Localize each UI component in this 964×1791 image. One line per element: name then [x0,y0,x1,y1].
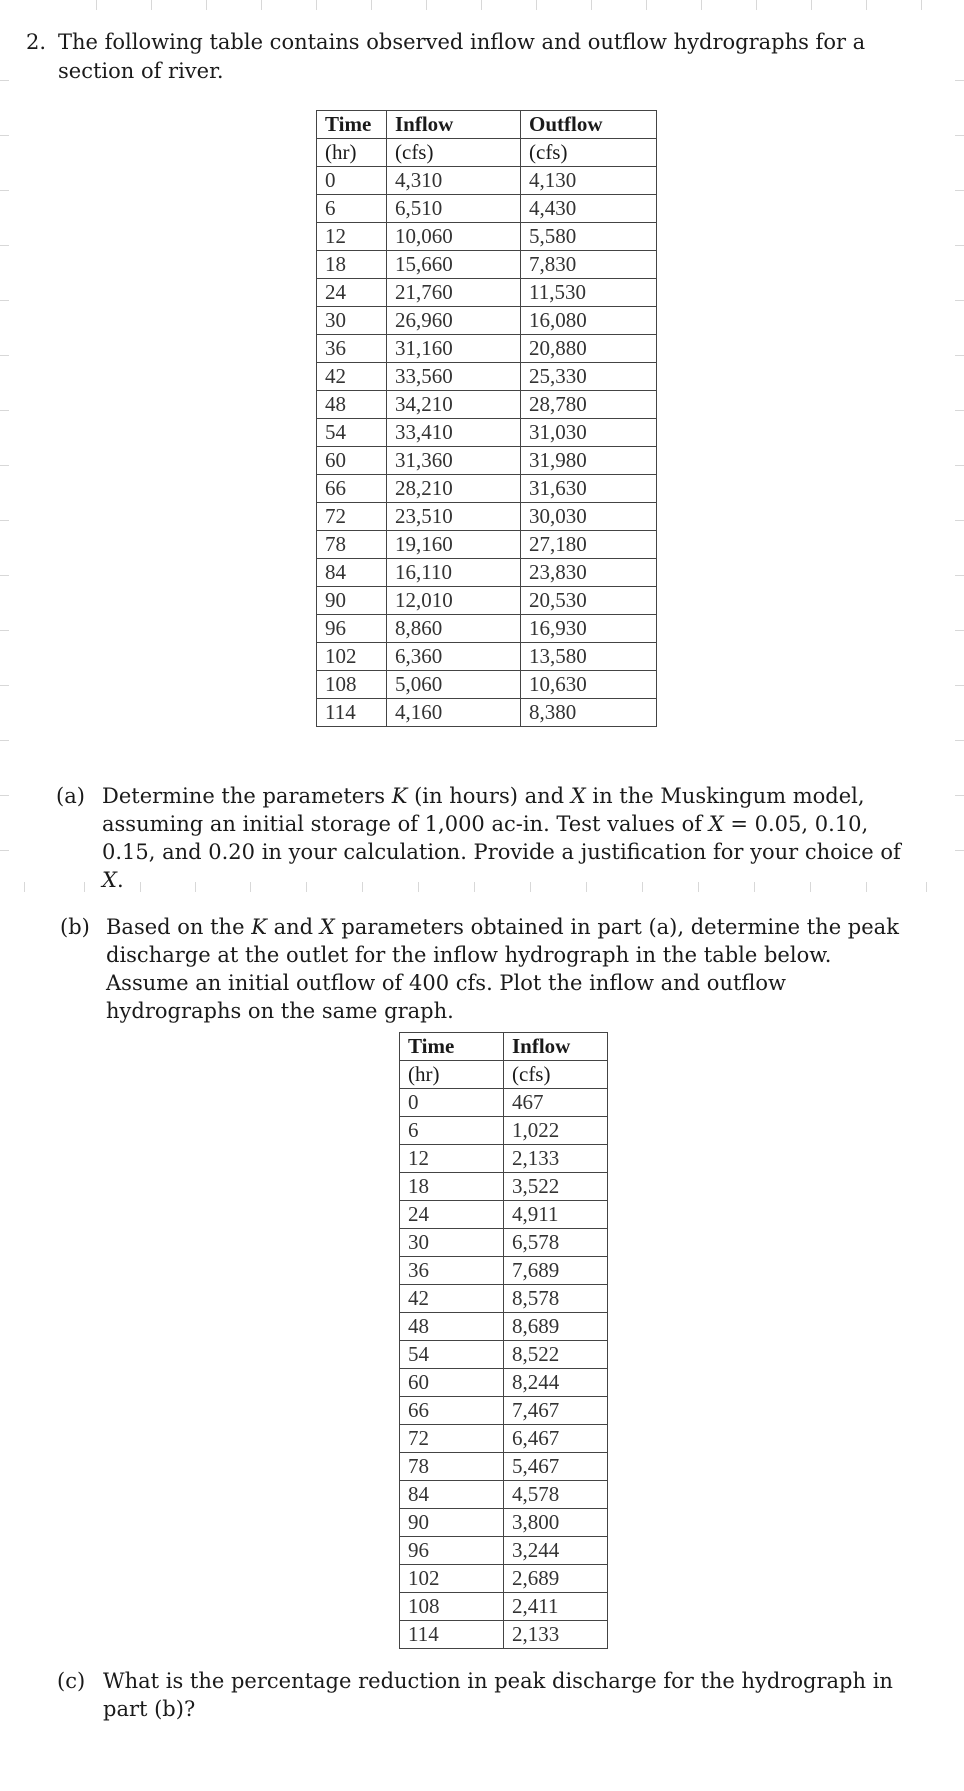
table1-cell-time: 102 [317,643,387,671]
table-row [317,419,657,447]
table-row [317,195,657,223]
table1-cell-inflow: 4,160 [387,699,521,727]
table2-header-inflow: Inflow [504,1033,608,1061]
observed-hydrograph-table [316,110,657,727]
table-row [400,1593,608,1621]
table-row [400,1621,608,1649]
table1-cell-outflow: 8,380 [521,699,657,727]
table2-unit-time: (hr) [400,1061,504,1089]
table1-cell-time: 48 [317,391,387,419]
part-a-var-x-3: X [102,868,117,892]
table1-header-inflow: Inflow [387,111,521,139]
table2-unit-inflow: (cfs) [504,1061,608,1089]
table2-cell-inflow: 2,133 [504,1145,608,1173]
table1-cell-time: 108 [317,671,387,699]
table2-cell-time: 18 [400,1173,504,1201]
table2-cell-inflow: 7,467 [504,1397,608,1425]
part-b [60,913,910,1025]
table-row [400,1453,608,1481]
inflow-hydrograph-table [399,1032,608,1649]
table2-cell-time: 78 [400,1453,504,1481]
table-row [400,1257,608,1285]
table-row [317,559,657,587]
table1-cell-outflow: 31,030 [521,419,657,447]
table1-cell-inflow: 33,410 [387,419,521,447]
table2-cell-time: 30 [400,1229,504,1257]
table2-cell-inflow: 1,022 [504,1117,608,1145]
table2-cell-time: 42 [400,1285,504,1313]
table1-cell-outflow: 28,780 [521,391,657,419]
table1-cell-outflow: 10,630 [521,671,657,699]
table1-cell-time: 18 [317,251,387,279]
table-row [400,1313,608,1341]
table2-cell-time: 96 [400,1537,504,1565]
page-edge-ticks-left [0,0,12,900]
table1-cell-time: 78 [317,531,387,559]
table1-cell-outflow: 20,880 [521,335,657,363]
problem-intro [26,28,936,86]
table1-cell-outflow: 13,580 [521,643,657,671]
table2-header-time: Time [400,1033,504,1061]
table2-cell-inflow: 5,467 [504,1453,608,1481]
table-row [317,531,657,559]
table-row [317,251,657,279]
table1-cell-outflow: 16,080 [521,307,657,335]
table2-cell-time: 114 [400,1621,504,1649]
table1-cell-inflow: 10,060 [387,223,521,251]
table2-cell-time: 66 [400,1397,504,1425]
part-b-text-3: parameters obtained in part (a), determine the peak discharge at the outlet for the inflow hydrograph in the table below. Assume an initial outflow of 400 cfs. Plot the inflow and outflow hydrographs on the same graph. [106,915,899,1023]
table1-cell-outflow: 27,180 [521,531,657,559]
table-row [317,167,657,195]
part-a-text-3: in the Muskingum model, assuming an initial storage of 1,000 ac-in. Test values of [102,784,865,836]
table1-cell-outflow: 5,580 [521,223,657,251]
table1-cell-inflow: 19,160 [387,531,521,559]
table1-cell-outflow: 4,130 [521,167,657,195]
table1-unit-inflow: (cfs) [387,139,521,167]
table1-cell-time: 54 [317,419,387,447]
table1-cell-inflow: 12,010 [387,587,521,615]
table2-cell-inflow: 8,689 [504,1313,608,1341]
table1-cell-outflow: 31,980 [521,447,657,475]
table2-body [400,1089,608,1649]
table-row [317,615,657,643]
table2-cell-time: 60 [400,1369,504,1397]
table-row [400,1089,608,1117]
table1-cell-time: 24 [317,279,387,307]
table1-cell-time: 30 [317,307,387,335]
table-row [317,279,657,307]
table1-cell-time: 66 [317,475,387,503]
table2-cell-time: 84 [400,1481,504,1509]
table1-cell-inflow: 33,560 [387,363,521,391]
table1-cell-outflow: 25,330 [521,363,657,391]
table-row [400,1201,608,1229]
table1-cell-outflow: 30,030 [521,503,657,531]
table-row [317,391,657,419]
part-a-text [102,782,928,894]
table1-cell-outflow: 23,830 [521,559,657,587]
table1-cell-time: 36 [317,335,387,363]
table2-cell-time: 36 [400,1257,504,1285]
part-a-text-2: (in hours) and [407,784,571,808]
table-row [400,1537,608,1565]
table1-cell-time: 0 [317,167,387,195]
table-row [400,1509,608,1537]
part-b-label: (b) [60,915,90,939]
table2-cell-time: 102 [400,1565,504,1593]
table-row [400,1369,608,1397]
table1-cell-time: 60 [317,447,387,475]
table1-cell-outflow: 7,830 [521,251,657,279]
problem-number: 2. [26,30,47,54]
table2-cell-inflow: 8,522 [504,1341,608,1369]
table2-cell-inflow: 8,244 [504,1369,608,1397]
part-a-text-1: Determine the parameters [102,784,392,808]
table1-cell-outflow: 11,530 [521,279,657,307]
table2-cell-time: 108 [400,1593,504,1621]
table-row [317,363,657,391]
table2-cell-time: 12 [400,1145,504,1173]
table-row [400,1565,608,1593]
table1-header-time: Time [317,111,387,139]
table1-cell-inflow: 16,110 [387,559,521,587]
table-row [400,1229,608,1257]
table1-cell-inflow: 34,210 [387,391,521,419]
table-row [400,1397,608,1425]
part-b-text [106,913,910,1025]
table-row [317,699,657,727]
part-a [56,782,928,894]
table-row [317,475,657,503]
table1-cell-inflow: 31,360 [387,447,521,475]
table1-unit-outflow: (cfs) [521,139,657,167]
table-row [317,587,657,615]
table-row [400,1481,608,1509]
table-row [400,1173,608,1201]
table1-cell-inflow: 21,760 [387,279,521,307]
part-a-text-4: = 0.05, 0.10, 0.15, and 0.20 in your calculation. Provide a justification for your choice of [102,812,901,864]
table-row [317,643,657,671]
table1-cell-inflow: 5,060 [387,671,521,699]
part-a-var-x-2: X [708,812,724,836]
table2-cell-inflow: 3,800 [504,1509,608,1537]
table-row [400,1285,608,1313]
table1-cell-inflow: 6,510 [387,195,521,223]
table2-cell-inflow: 2,689 [504,1565,608,1593]
table1-cell-inflow: 4,310 [387,167,521,195]
table1-cell-inflow: 15,660 [387,251,521,279]
part-c-text: What is the percentage reduction in peak discharge for the hydrograph in part (b)? [103,1669,893,1721]
table2-cell-time: 6 [400,1117,504,1145]
table2-cell-time: 54 [400,1341,504,1369]
table2-cell-inflow: 2,133 [504,1621,608,1649]
part-b-var-x: X [319,915,335,939]
table-row [400,1145,608,1173]
table1-cell-inflow: 8,860 [387,615,521,643]
table1-cell-time: 42 [317,363,387,391]
part-b-var-k: K [251,915,267,939]
table2-cell-inflow: 4,578 [504,1481,608,1509]
table1-cell-time: 84 [317,559,387,587]
part-b-text-2: and [266,915,320,939]
page-edge-ticks-right [952,0,964,900]
part-a-var-k: K [391,784,408,808]
table2-cell-time: 90 [400,1509,504,1537]
table2-cell-inflow: 6,578 [504,1229,608,1257]
table1-cell-inflow: 6,360 [387,643,521,671]
table-row [317,335,657,363]
table1-cell-inflow: 26,960 [387,307,521,335]
table1-cell-time: 96 [317,615,387,643]
table-row [400,1341,608,1369]
table1-cell-time: 114 [317,699,387,727]
table-row [317,503,657,531]
table1-cell-inflow: 28,210 [387,475,521,503]
table1-cell-outflow: 31,630 [521,475,657,503]
table1-cell-outflow: 4,430 [521,195,657,223]
table1-cell-outflow: 16,930 [521,615,657,643]
table1-cell-time: 12 [317,223,387,251]
table-row [400,1425,608,1453]
table2-cell-inflow: 467 [504,1089,608,1117]
table2-cell-inflow: 3,522 [504,1173,608,1201]
table-row [400,1117,608,1145]
table1-unit-time: (hr) [317,139,387,167]
table2-cell-inflow: 7,689 [504,1257,608,1285]
problem-intro-text: The following table contains observed inflow and outflow hydrographs for a section of river. [58,30,866,83]
table2-cell-time: 24 [400,1201,504,1229]
part-b-text-1: Based on the [106,915,252,939]
page-edge-ticks-top [0,0,964,12]
table2-cell-time: 0 [400,1089,504,1117]
table2-cell-inflow: 8,578 [504,1285,608,1313]
table1-cell-inflow: 31,160 [387,335,521,363]
part-c-label: (c) [57,1669,86,1693]
table2-cell-inflow: 3,244 [504,1537,608,1565]
table1-cell-outflow: 20,530 [521,587,657,615]
table2-cell-inflow: 6,467 [504,1425,608,1453]
table1-cell-time: 6 [317,195,387,223]
table1-cell-time: 90 [317,587,387,615]
table2-cell-time: 48 [400,1313,504,1341]
table2-cell-inflow: 4,911 [504,1201,608,1229]
table-row [317,223,657,251]
table1-body [317,167,657,727]
table1-cell-time: 72 [317,503,387,531]
table2-cell-time: 72 [400,1425,504,1453]
part-a-text-5: . [116,868,124,892]
part-c [57,1667,907,1723]
part-a-var-x: X [570,784,586,808]
table1-header-outflow: Outflow [521,111,657,139]
table1-cell-inflow: 23,510 [387,503,521,531]
table-row [317,447,657,475]
table-row [317,307,657,335]
table-row [317,671,657,699]
table2-cell-inflow: 2,411 [504,1593,608,1621]
part-a-label: (a) [56,784,85,808]
